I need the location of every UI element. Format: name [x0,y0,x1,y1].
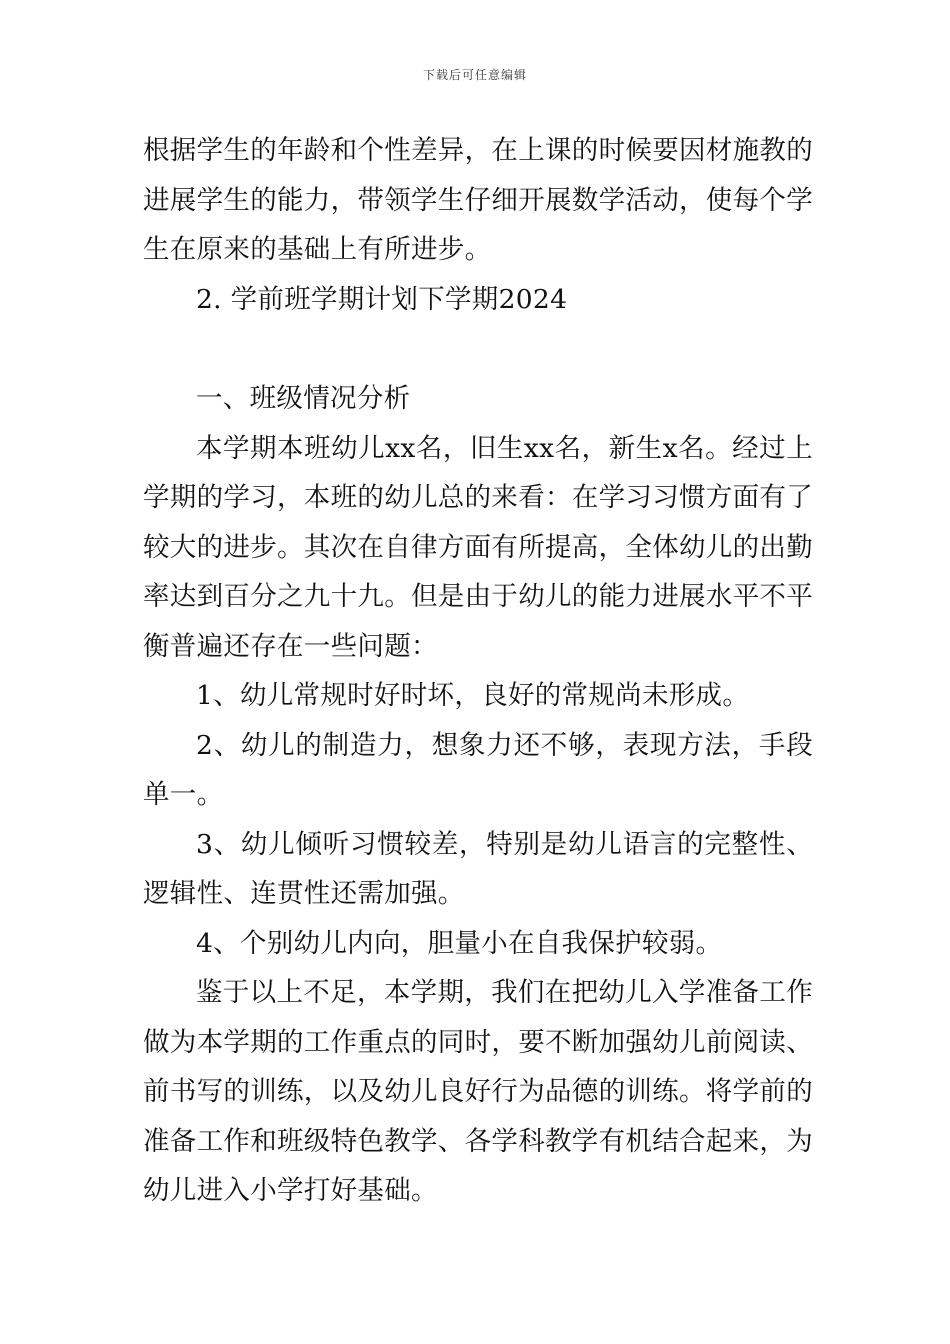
list-item-1: 1、幼儿常规时好时坏，良好的常规尚未形成。 [196,680,750,711]
list-item-2: 2、幼儿的制造力，想象力还不够，表现方法，手段单一。 [143,729,813,810]
class-analysis-paragraph: 本学期本班幼儿xx名，旧生xx名，新生x名。经过上学期的学习，本班的幼儿总的来看：在学习习惯方面有了较大的进步。其次在自律方面有所提高，全体幼儿的出勤率达到百分之九十九。但是由于幼儿的能力进展水平不平衡普遍还存在一些问题： [143,432,813,662]
paragraph-continued: 根据学生的年龄和个性差异，在上课的时候要因材施教的进展学生的能力，带领学生仔细开展数学活动，使每个学生在原来的基础上有所进步。 [143,135,813,265]
section-heading: 2. 学前班学期计划下学期2024 [196,283,568,315]
blank-line [143,324,813,374]
subsection-title: 一、班级情况分析 [196,383,411,414]
conclusion-paragraph: 鉴于以上不足，本学期，我们在把幼儿入学准备工作做为本学期的工作重点的同时，要不断加强幼儿前阅读、前书写的训练，以及幼儿良好行为品德的训练。将学前的准备工作和班级特色教学、各学科教学有机结合起来，为幼儿进入小学打好基础。 [143,977,813,1206]
document-body [143,126,813,1216]
list-item-3: 3、幼儿倾听习惯较差，特别是幼儿语言的完整性、逻辑性、连贯性还需加强。 [143,828,813,909]
list-item-4: 4、个别幼儿内向，胆量小在自我保护较弱。 [196,927,723,959]
header-note: 下载后可任意编辑 [422,68,527,82]
